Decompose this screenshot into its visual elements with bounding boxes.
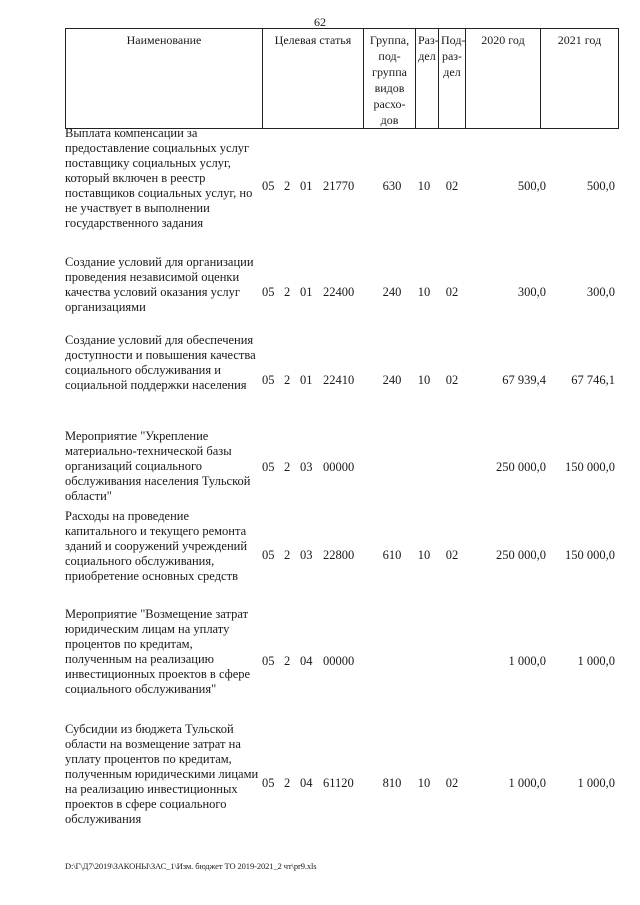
code-activity: 01 (300, 285, 313, 299)
code-program: 05 (262, 373, 275, 387)
section: 10 (417, 179, 431, 193)
amount-2020: 67 939,4 (502, 373, 546, 387)
row-values (262, 373, 620, 388)
code-program: 05 (262, 654, 275, 668)
amount-2020: 1 000,0 (508, 776, 546, 790)
code-direction: 00000 (323, 654, 355, 668)
table-row (65, 333, 620, 413)
amount-2021: 150 000,0 (565, 460, 615, 474)
subsection: 02 (445, 548, 459, 562)
header-year-2021: 2021 год (541, 29, 619, 129)
section: 10 (417, 373, 431, 387)
code-activity: 04 (300, 776, 313, 790)
table-row (65, 722, 620, 834)
header-target-article: Целевая статья (263, 29, 364, 129)
subsection: 02 (445, 285, 459, 299)
table-row (65, 429, 620, 509)
row-name: Создание условий для организации проведения независимой оценки качества условий оказания услуг организациями (65, 255, 254, 314)
code-direction: 22410 (323, 373, 355, 387)
row-values (262, 179, 620, 194)
table-row (65, 255, 620, 325)
code-direction: 61120 (323, 776, 354, 790)
row-values (262, 654, 620, 669)
subsection: 02 (445, 373, 459, 387)
amount-2021: 300,0 (586, 285, 615, 299)
code-subprogram: 2 (284, 460, 291, 474)
table-header (65, 28, 619, 129)
row-name: Мероприятие "Возмещение затрат юридическим лицам на уплату процентов по кредитам, полученным на реализацию инвестиционных проектов в сфере социального обслуживания" (65, 607, 251, 696)
row-name: Создание условий для обеспечения доступности и повышения качества социального обслуживания и социальной поддержки населения (65, 333, 256, 392)
header-subsection: Под- раз- дел (439, 29, 466, 129)
code-activity: 03 (300, 460, 313, 474)
expense-group: 610 (382, 548, 402, 562)
table-row (65, 509, 620, 589)
code-subprogram: 2 (284, 285, 291, 299)
code-direction: 22800 (323, 548, 355, 562)
code-program: 05 (262, 460, 275, 474)
code-subprogram: 2 (284, 179, 291, 193)
amount-2020: 1 000,0 (508, 654, 546, 668)
code-subprogram: 2 (284, 548, 291, 562)
amount-2021: 500,0 (586, 179, 615, 193)
section: 10 (417, 776, 431, 790)
code-program: 05 (262, 179, 275, 193)
row-values (262, 460, 620, 475)
expense-group: 630 (382, 179, 402, 193)
amount-2020: 500,0 (517, 179, 546, 193)
expense-group: 810 (382, 776, 402, 790)
header-name: Наименование (66, 29, 263, 129)
expense-group: 240 (382, 285, 402, 299)
amount-2021: 1 000,0 (577, 654, 615, 668)
code-subprogram: 2 (284, 654, 291, 668)
code-program: 05 (262, 548, 275, 562)
code-direction: 22400 (323, 285, 355, 299)
code-activity: 03 (300, 548, 313, 562)
amount-2020: 250 000,0 (496, 548, 546, 562)
row-values (262, 548, 620, 563)
code-subprogram: 2 (284, 373, 291, 387)
code-subprogram: 2 (284, 776, 291, 790)
table-row (65, 607, 620, 707)
section: 10 (417, 285, 431, 299)
subsection: 02 (445, 179, 459, 193)
row-name: Субсидии из бюджета Тульской области на возмещение затрат на уплату процентов по кредитам, полученным юридическими лицами на реализацию инвестиционных проектов в сфере социального обслуживания (65, 722, 259, 826)
section: 10 (417, 548, 431, 562)
code-program: 05 (262, 285, 275, 299)
code-activity: 04 (300, 654, 313, 668)
amount-2021: 150 000,0 (565, 548, 615, 562)
row-values (262, 285, 620, 300)
header-section: Раз- дел (416, 29, 439, 129)
row-values (262, 776, 620, 791)
code-activity: 01 (300, 373, 313, 387)
row-name: Расходы на проведение капитального и текущего ремонта зданий и сооружений учреждений социального обслуживания, приобретение основных средств (65, 509, 248, 583)
row-name: Выплата компенсации за предоставление социальных услуг поставщику социальных услуг, который включен в реестр поставщиков социальных услуг, но не участвует в выполнении государственного задания (65, 126, 253, 230)
code-activity: 01 (300, 179, 313, 193)
amount-2021: 1 000,0 (577, 776, 615, 790)
header-expense-group: Группа, под- группа видов расхо- дов (364, 29, 416, 129)
amount-2020: 250 000,0 (496, 460, 546, 474)
row-name: Мероприятие "Укрепление материально-технической базы организаций социального обслуживания населения Тульской области" (65, 429, 251, 503)
code-direction: 00000 (323, 460, 355, 474)
amount-2021: 67 746,1 (571, 373, 615, 387)
expense-group: 240 (382, 373, 402, 387)
table-row (65, 126, 620, 236)
code-program: 05 (262, 776, 275, 790)
page-number: 62 (314, 15, 326, 29)
file-path-footer: D:\Г\Д7\2019\ЗАКОНЫ\ЗАС_1\Изм. бюджет ТО 2019-2021_2 чт\pr9.xls (65, 861, 317, 871)
amount-2020: 300,0 (517, 285, 546, 299)
subsection: 02 (445, 776, 459, 790)
code-direction: 21770 (323, 179, 355, 193)
header-year-2020: 2020 год (466, 29, 541, 129)
